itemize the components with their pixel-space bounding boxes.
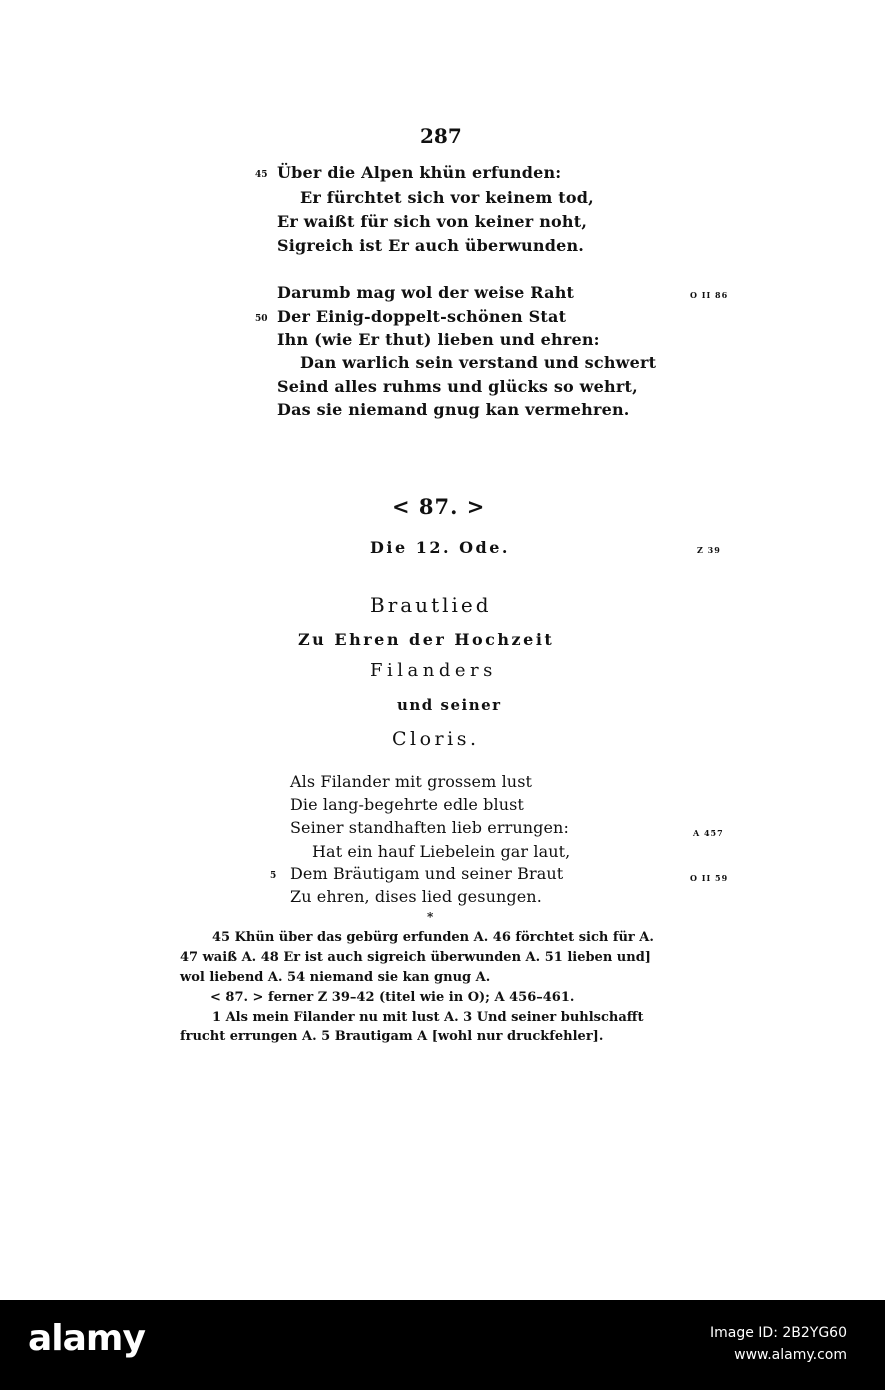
verse-line: Dem Bräutigam und seiner Braut: [290, 864, 564, 883]
separator-asterisk: *: [427, 910, 434, 924]
apparatus-note: wol liebend A. 54 niemand sie kan gnug A.: [180, 970, 491, 985]
verse-line: Der Einig-doppelt-schönen Stat: [277, 307, 567, 326]
verse-line: Sigreich ist Er auch überwunden.: [277, 236, 585, 255]
line-number: 5: [270, 871, 277, 881]
verse-line: Darumb mag wol der weise Raht: [277, 283, 575, 302]
verse-line: Seind alles ruhms und glücks so wehrt,: [277, 377, 638, 396]
apparatus-note: < 87. > ferner Z 39–42 (titel wie in O); A 456–461.: [210, 990, 575, 1005]
apparatus-note: 47 waiß A. 48 Er ist auch sigreich überwunden A. 51 lieben und]: [180, 950, 651, 965]
site-url: www.alamy.com: [734, 1347, 847, 1363]
verse-line: Dan warlich sein verstand und schwert: [300, 353, 657, 372]
image-id: Image ID: 2B2YG60: [709, 1325, 847, 1341]
title-line: Filanders: [370, 660, 497, 681]
margin-reference: Z 39: [697, 545, 721, 555]
verse-line: Er fürchtet sich vor keinem tod,: [300, 188, 594, 207]
alamy-logo: alamy: [28, 1318, 145, 1359]
verse-line: Als Filander mit grossem lust: [290, 772, 533, 791]
title-line: Zu Ehren der Hochzeit: [298, 630, 555, 649]
margin-reference: O II 86: [690, 290, 729, 300]
verse-line: Die lang-begehrte edle blust: [290, 795, 524, 814]
verse-line: Hat ein hauf Liebelein gar laut,: [312, 842, 571, 861]
line-number: 45: [255, 170, 268, 180]
verse-line: Seiner standhaften lieb errungen:: [290, 818, 569, 837]
title-line: und seiner: [397, 696, 502, 714]
poem-number: < 87. >: [392, 494, 486, 519]
title-line: Cloris.: [392, 728, 480, 750]
ode-label: Die 12. Ode.: [370, 538, 510, 557]
title-line: Brautlied: [370, 593, 492, 617]
verse-line: Das sie niemand gnug kan vermehren.: [277, 400, 630, 419]
watermark-banner: [0, 1300, 885, 1390]
margin-reference: O II 59: [690, 873, 729, 883]
verse-line: Ihn (wie Er thut) lieben und ehren:: [277, 330, 600, 349]
apparatus-note: frucht errungen A. 5 Brautigam A [wohl nur druckfehler].: [180, 1029, 604, 1044]
image-info: [710, 1322, 847, 1366]
margin-reference: A 457: [693, 828, 724, 838]
apparatus-note: 1 Als mein Filander nu mit lust A. 3 Und seiner buhlschafft: [212, 1010, 644, 1025]
apparatus-note: 45 Khün über das gebürg erfunden A. 46 förchtet sich für A.: [212, 930, 654, 945]
line-number: 50: [255, 314, 268, 324]
verse-line: Er waißt für sich von keiner noht,: [277, 212, 588, 231]
verse-line: Zu ehren, dises lied gesungen.: [290, 887, 542, 906]
verse-line: Über die Alpen khün erfunden:: [277, 163, 562, 182]
page-number: 287: [420, 124, 462, 148]
